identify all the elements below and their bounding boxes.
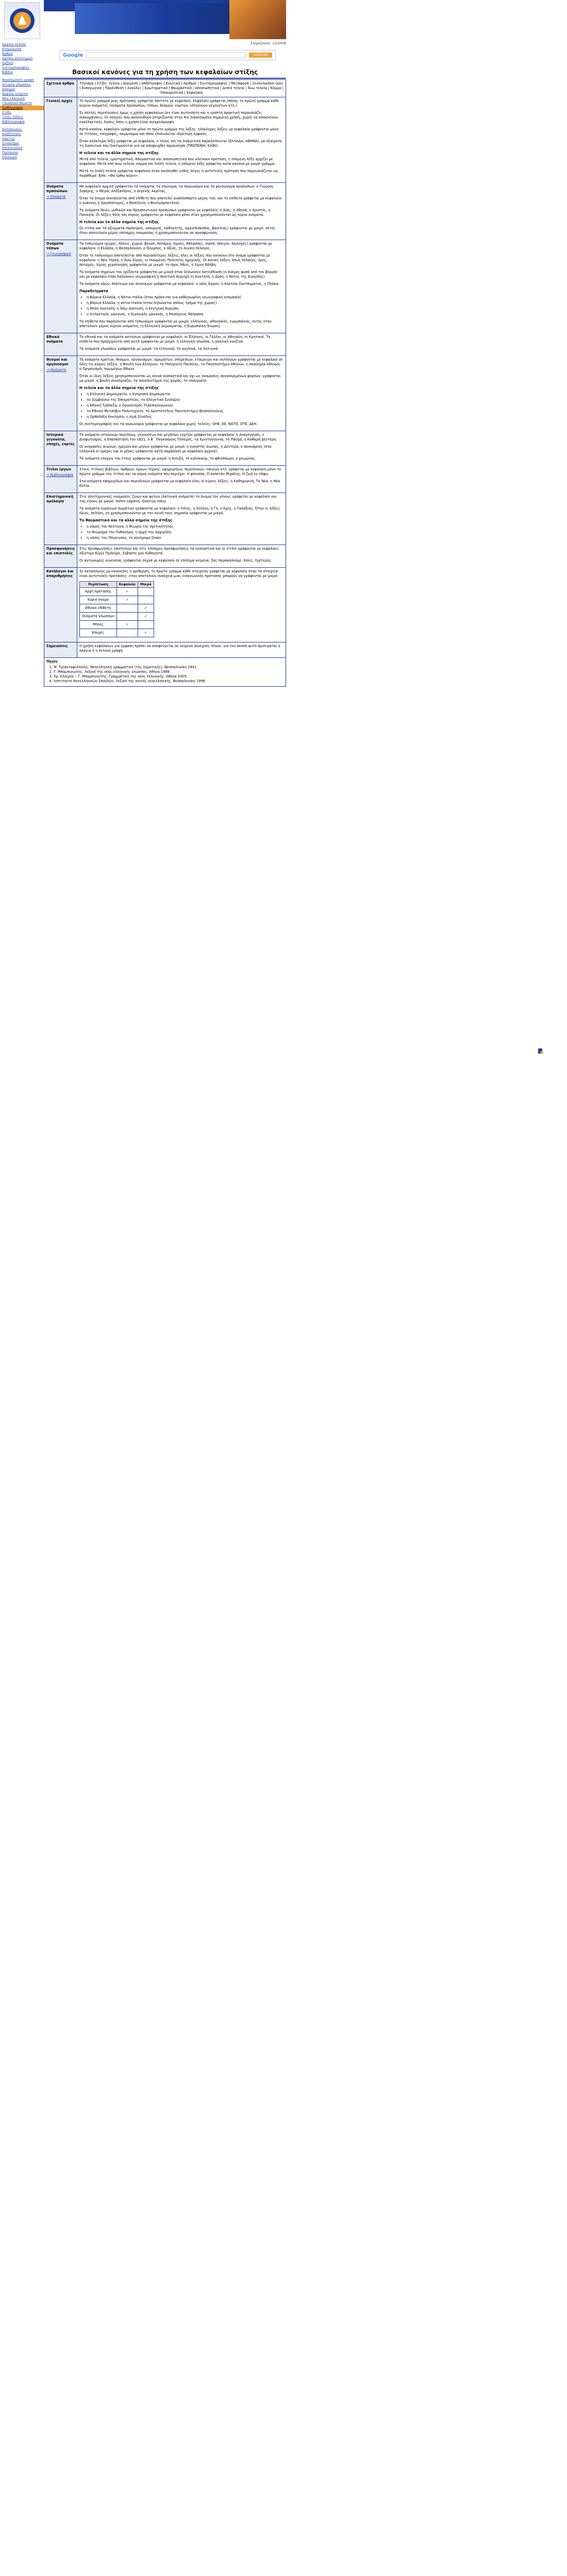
sidebar-item[interactable] [0, 42, 44, 47]
paragraph: Η χρήση κεφαλαίων για έμφαση πρέπει να αποφεύγεται σε κείμενα συνεχούς λόγου· για τον σκοπό αυτό προτιμάται η πλάγια ή η έντονη γραφή. [79, 644, 280, 653]
table-cell [138, 621, 154, 629]
row-sublink[interactable] [46, 252, 75, 257]
table-cell: Κύριο όνομα [80, 596, 117, 604]
table-cell: ✓ [116, 588, 138, 596]
related-row [44, 80, 286, 97]
subheading: Η τελεία και τα άλλα σημεία της στίξης [79, 151, 159, 155]
row-label-text: Τίτλοι έργων [46, 467, 71, 471]
list-item: • ο Ατλαντικός ωκεανός, ο Ειρηνικός ωκεανός, η Μεσόγειος θάλασσα [87, 312, 284, 317]
paragraph: Τα ονόματα οδών, πλατειών και συνοικιών γράφονται με κεφαλαίο: η οδός Ερμού, η πλατεία Συντάγματος, η Πλάκα. [79, 282, 279, 286]
sidebar-item-link[interactable]: Άρθρα [2, 52, 13, 56]
row-label-text: Γενικές αρχές [46, 99, 73, 103]
related-links[interactable] [77, 80, 286, 97]
row-body [77, 97, 286, 183]
list-item: • το Συμβούλιο της Επικρατείας, το Ελεγκτικό Συνέδριο [87, 398, 284, 402]
paragraph: Οι τίτλοι και τα αξιώματα (πρόεδρος, υπουργός, καθηγητής, αρχιεπίσκοπος, βασιλιάς) γράφονται με μικρό, εκτός όταν αποτελούν μέρος επίσημης ονομασίας ή χρησιμοποιούνται σε προσφώνηση. [79, 226, 276, 235]
paragraph: Τα ονόματα σημείων του ορίζοντα γράφονται με μικρό όταν δηλώνουν κατεύθυνση (ο άνεμος φυσά από τον βορρά) και με κεφαλαίο όταν δηλώνουν γεωγραφική ή πολιτική περιοχή (η Ανατολή, η Δύση, ο Νότος της Ευρώπης). [79, 270, 278, 279]
sidebar [0, 0, 44, 216]
sidebar-item-link[interactable]: Βιβλία [2, 70, 13, 74]
content-table [44, 79, 286, 687]
subheading: Η τελεία και τα άλλα σημεία της στίξης [79, 386, 159, 390]
paragraph: Οι αντωνυμίες ευγενείας γράφονται συχνά με κεφαλαίο σε επίσημα κείμενα: Σας παρακαλούμε, Εσείς, Υμέτερος. [79, 558, 273, 563]
row-label-text: Προσφωνήσεις και επιστολές [46, 547, 75, 555]
paragraph: Τα ονόματα ουράνιων σωμάτων γράφονται με κεφαλαίο: ο Ήλιος, η Σελήνη, η Γη, ο Άρης, ο Γαλαξίας. Όταν οι λέξεις ήλιος, σελήνη, γη χρησιμοποιούνται με την κοινή τους σημασία γράφονται με μικρό. [79, 506, 280, 515]
list-item: • το Εθνικό Μετσόβιο Πολυτεχνείο, το Αριστοτέλειο Πανεπιστήμιο Θεσσαλονίκης [87, 409, 284, 414]
sidebar-item-link[interactable]: Αρχική σελίδα [2, 42, 26, 46]
sidebar-item[interactable] [0, 110, 44, 115]
sidebar-item[interactable] [0, 56, 44, 61]
row-label: Σχετικά άρθρα [44, 80, 77, 97]
references-title: Πηγές [46, 659, 58, 664]
row-body [77, 545, 286, 568]
row-label [44, 183, 77, 240]
logo-emblem-icon [8, 6, 37, 35]
sidebar-section [0, 127, 44, 160]
sidebar-item[interactable] [0, 101, 44, 106]
row-label [44, 333, 77, 356]
section-row [44, 240, 286, 333]
paragraph: Τα ονόματα γλωσσών γράφονται με μικρό: τα ελληνικά, τα αγγλικά, τα λατινικά. [79, 347, 219, 351]
sidebar-item-link[interactable]: Επικοινωνία [2, 146, 23, 150]
row-label-text: Σημειώσεις [46, 644, 68, 648]
paragraph: Το πρώτο γράμμα μιας πρότασης γράφεται πάντοτε με κεφαλαίο. Κεφαλαίο γράφεται επίσης το πρώτο γράμμα κάθε κύριου ονόματος (ονόματα προσώπων, τόπων, θεσμών, εορτών, ιστορικών γεγονότων κτλ.). [79, 99, 279, 108]
row-label [44, 240, 77, 333]
row-body [77, 493, 286, 545]
site-logo[interactable] [4, 2, 40, 39]
page-header [44, 0, 286, 39]
update-date: Ενημέρωση: 12/2008 [251, 41, 286, 45]
search-input[interactable] [86, 52, 246, 58]
table-cell: ✓ [138, 629, 154, 637]
sidebar-item[interactable] [0, 132, 44, 137]
paragraph: Οι ονομασίες αιώνων, ημερών και μηνών γράφονται με μικρό: ο εικοστός αιώνας, η Δευτέρα, ο Ιανουάριος (στα ελληνικά οι ημέρες και οι μήνες γράφονται κατά παράδοση με κεφαλαίο αρχικό). [79, 445, 272, 453]
table-header-row [80, 582, 154, 588]
table-cell: Εποχές [80, 629, 117, 637]
paragraph: Τα ονόματα εποχών του έτους γράφονται με μικρό: η άνοιξη, το καλοκαίρι, το φθινόπωρο, ο χειμώνας. [79, 456, 256, 461]
sidebar-item-link[interactable]: Αναζήτηση [2, 132, 21, 136]
table-cell: ✓ [116, 621, 138, 629]
sidebar-item-link[interactable]: Χάρτης [2, 137, 15, 141]
bullet-list [79, 392, 284, 419]
section-row [44, 466, 286, 493]
sidebar-item-link[interactable]: Ξένες λέξεις [2, 115, 24, 119]
sidebar-item-link[interactable]: Εκδηλώσεις [2, 127, 22, 131]
row-label [44, 545, 77, 568]
reference-item: 1. Μ. Τριανταφυλλίδης, Νεοελληνική γραμματική (της δημοτικής), Θεσσαλονίκη 1941. [54, 665, 284, 670]
table-cell: Εθνικό επίθετο [80, 604, 117, 613]
table-row [80, 613, 154, 621]
sidebar-item[interactable] [0, 92, 44, 96]
row-sublink[interactable] [46, 195, 75, 199]
sidebar-item[interactable] [0, 106, 44, 110]
paragraph: Τα ονόματα ιστορικών περιόδων, γεγονότων και μεγάλων εορτών γράφονται με κεφαλαίο: η Αναγέννηση, ο Διαφωτισμός, η Επανάσταση του 1821, ο Β΄ Παγκόσμιος Πόλεμος, τα Χριστούγεννα, το Πάσχα, η Καθαρά Δευτέρα. [79, 433, 277, 442]
row-body [77, 240, 286, 333]
sidebar-item-link[interactable]: Ακαδημαϊκή γραφή [2, 78, 34, 82]
paragraph: Όταν το όνομα συνοδεύεται από επίθετο που αποτελεί αναπόσπαστο μέρος του, και το επίθετο γράφεται με κεφαλαίο: ο Ιωάννης ο Χρυσόστομος, ο Βασίλειος ο Βουλγαροκτόνος. [79, 196, 282, 205]
table-row [80, 588, 154, 596]
sidebar-item-link[interactable]: Πρόσωπα [2, 150, 18, 155]
sidebar-item-link[interactable]: Αρχαία κείμενα [2, 92, 28, 96]
sidebar-item-link[interactable]: Ενημέρωση [2, 47, 22, 51]
row-sublink-text[interactable]: → Βιβλιογραφία [46, 473, 74, 477]
paragraph: Στις επιστημονικές ονομασίες ζώων και φυτών (λατινικά ονόματα) το όνομα του γένους γράφεται με κεφαλαίο και του είδους με μικρό: Homo sapiens, Quercus robur. [79, 495, 277, 503]
row-label-text: Εθνικά ονόματα [46, 335, 63, 344]
bullet-list [79, 524, 284, 540]
paragraph: Μετά από τελεία, ερωτηματικό, θαυμαστικό και αποσιωπητικά που κλείνουν πρόταση, η επόμενη λέξη αρχίζει με κεφαλαίο. Μετά από άνω τελεία, κόμμα και διπλή τελεία, η επόμενη λέξη γράφεται κατά κανόνα με μικρό γράμμα. [79, 157, 276, 166]
row-label-text: Ονόματα προσώπων [46, 184, 68, 193]
reference-item: 3. Χρ. Κλαίρης – Γ. Μπαμπινιώτης, Γραμματική της νέας ελληνικής, Αθήνα 2005. [54, 674, 284, 679]
section-row [44, 183, 286, 240]
row-label [44, 493, 77, 545]
sidebar-item-link[interactable]: Σχόλια επιστημών [2, 56, 33, 60]
sidebar-item[interactable] [0, 96, 44, 101]
paragraph: Σε πολλές περιπτώσεις όμως η χρήση κεφαλαίων δεν είναι αυτονόητη και η γραπτή πρακτική παρουσιάζει διακυμάνσεις. Οι οδηγίες που ακολουθούν στηρίζονται στην πιο διαδεδομένη σημερινή χρήση, χωρίς να αποκλείουν εναλλακτικές λύσεις όπου η χρήση είναι ανομοιόμορφη. [79, 111, 278, 124]
table-row [80, 604, 154, 613]
sidebar-item[interactable] [0, 146, 44, 150]
paragraph: Όταν οι ίδιες λέξεις χρησιμοποιούνται ως κοινά ουσιαστικά και όχι ως ονομασίες συγκεκριμένων φορέων, γράφονται με μικρό: η βουλή συνεδριάζει, τα πανεπιστήμια της χώρας, το υπουργείο. [79, 374, 281, 383]
table-row [80, 621, 154, 629]
summary-table [79, 581, 154, 637]
title-divider [44, 78, 286, 79]
sidebar-item-link[interactable]: Δοκίμια [2, 87, 15, 91]
table-row [80, 629, 154, 637]
sidebar-item[interactable] [0, 150, 44, 155]
subheading: Το θαυμαστικό και τα άλλα σημεία της στίξης [79, 518, 173, 522]
section-row [44, 568, 286, 642]
sidebar-item[interactable] [0, 82, 44, 87]
sidebar-item-link[interactable]: Λεξικό [2, 61, 13, 65]
list-item: • η βόρεια Ελλάδα, η νότια Ιταλία (όταν δηλώνεται απλώς τμήμα της χώρας) [87, 301, 284, 306]
google-logo: Google [63, 52, 84, 58]
paragraph: Σε καταλόγους με κουκκίδες ή αρίθμηση, το πρώτο γράμμα κάθε στοιχείου γράφεται με κεφαλαίο όταν τα στοιχεία είναι αυτοτελείς προτάσεις· όταν αποτελούν συνέχεια μιας εισαγωγικής πρότασης μπορούν να γράφονται με μικρό. [79, 569, 279, 578]
list-item: • η Ελληνική Δημοκρατία, η Κυπριακή Δημοκρατία [87, 392, 284, 397]
row-label-text: Ιστορικά γεγονότα, εποχές, εορτές [46, 433, 75, 446]
sidebar-section [0, 78, 44, 124]
list-item: • η Εθνική Τράπεζα, ο Οργανισμός Τηλεπικοινωνιών [87, 403, 284, 408]
section-row [44, 545, 286, 568]
row-body [77, 356, 286, 431]
page-title: Βασικοί κανόνες για τη χρήση των κεφαλαίων στίξης [72, 69, 258, 76]
paragraph: Τα εθνικά και τα ονόματα κατοίκων γράφονται με κεφαλαίο: οι Έλληνες, οι Γάλλοι, οι Αθηναίοι, οι Κρητικοί. Τα επίθετα που προέρχονται από αυτά γράφονται με μικρό: η ελληνική γλώσσα, η γαλλική κουζίνα. [79, 335, 271, 344]
header-photo [229, 0, 286, 39]
sidebar-item-link[interactable]: Σύνδεσμοι [2, 141, 20, 145]
paragraph: Στα ονόματα εφημερίδων και περιοδικών γράφονται με κεφαλαίο όλες οι κύριες λέξεις: η Καθημερινή, Τα Νέα, η Νέα Εστία. [79, 479, 280, 488]
table-cell [138, 588, 154, 596]
table-cell [116, 613, 138, 621]
search-button[interactable]: Αναζήτηση [249, 53, 272, 58]
row-label [44, 431, 77, 466]
sidebar-item[interactable] [0, 115, 44, 120]
sidebar-item[interactable] [0, 47, 44, 52]
paragraph: Τα τοπωνύμια (χώρες, πόλεις, χωριά, βουνά, ποτάμια, λίμνες, θάλασσες, νησιά, ήπειροι, περιοχές) γράφονται με κεφαλαίο: η Ελλάδα, η Θεσσαλονίκη, ο Όλυμπος, ο Αξιός, το Αιγαίο πέλαγος. [79, 242, 273, 250]
paragraph: Όταν το τοπωνύμιο αποτελείται από περισσότερες λέξεις, όλες οι λέξεις που ανήκουν στο όνομα γράφονται με κεφαλαίο: η Νέα Υόρκη, η Άνω Σύρος, οι Ηνωμένες Πολιτείες Αμερικής. Οι κοινές λέξεις όπως πέλαγος, όρος, ποταμός, λίμνη, χερσόνησος γράφονται με μικρό: το όρος Άθως, η λίμνη Βόλβη. [79, 253, 271, 267]
section-row [44, 333, 286, 356]
sidebar-item[interactable] [0, 65, 44, 70]
row-label [44, 466, 77, 493]
paragraph: Στους τίτλους βιβλίων, άρθρων, έργων τέχνης, εφημερίδων, περιοδικών, ταινιών κτλ. γράφεται με κεφαλαίο μόνο το πρώτο γράμμα του τίτλου και τα κύρια ονόματα που περιέχει: Η φόνισσα, Ο καπετάν Μιχάλης, Η ζωή εν τάφω. [79, 467, 281, 476]
paragraph: Όταν ολόκληρη λέξη γράφεται με κεφαλαία, ο τόνος και τα διακριτικά παραλείπονται (ΕΛΛΑΔΑ, ΑΘΗΝΑ), με εξαίρεση τη διαλυτικά που διατηρούνται για να αποφευχθεί παρανόηση (ΠΡΩΤΕΪΝΗ, ΚΑΪΚΙ). [79, 139, 282, 148]
bullet-list [79, 295, 284, 317]
sidebar-nav [0, 42, 44, 160]
section-row [44, 431, 286, 466]
sidebar-item[interactable] [0, 120, 44, 124]
row-sublink[interactable] [46, 368, 75, 372]
subheading: Παραδείγματα [79, 289, 108, 293]
header-banner [75, 3, 229, 34]
row-body [77, 183, 286, 240]
row-label-text: Επιστημονική ορολογία [46, 495, 74, 503]
sidebar-section [0, 42, 44, 75]
table-cell: Ονόματα γλωσσών [80, 613, 117, 621]
list-item: • ο νόμος του Νεύτωνα, η θεωρία της σχετικότητας [87, 524, 284, 529]
sidebar-item[interactable] [0, 70, 44, 75]
section-row [44, 356, 286, 431]
table-cell: ✓ [116, 596, 138, 604]
sidebar-item[interactable] [0, 87, 44, 92]
search-bar [59, 50, 276, 60]
sidebar-item[interactable] [0, 52, 44, 56]
sidebar-item[interactable] [0, 127, 44, 132]
row-body [77, 642, 286, 658]
main-content [44, 79, 286, 687]
sidebar-item-link[interactable]: Επίκαιρα [2, 155, 17, 159]
paragraph: Με κεφαλαίο αρχικό γράφονται τα ονόματα, τα επώνυμα, τα παρωνύμια και τα ψευδώνυμα προσώπων: ο Γιώργος Σεφέρης, ο Μέγας Αλέξανδρος, ο Διγενής Ακρίτας. [79, 184, 274, 193]
references-cell [44, 658, 286, 687]
reference-item: 2. Γ. Μπαμπινιώτης, Λεξικό της νέας ελληνικής γλώσσας, Αθήνα 1998. [54, 670, 284, 674]
table-cell: ✓ [138, 604, 154, 613]
paragraph: Οι συντομογραφίες και τα ακρωνύμια γράφονται με κεφαλαία χωρίς τελείες: ΟΗΕ, ΕΕ, ΝΑΤΟ, ΟΤΕ, ΔΕΗ. [79, 422, 258, 426]
list-item: • η Ορθόδοξη Εκκλησία, η Ιερά Σύνοδος [87, 415, 284, 419]
paragraph: Κατά κανόνα, κεφαλαίο γράφεται μόνο το πρώτο γράμμα της λέξης· ολόκληρες λέξεις με κεφαλαία γράφονται μόνο σε τίτλους, επιγραφές, ακρωνύμια και όπου επιδιώκεται ιδιαίτερη έμφαση. [79, 127, 279, 136]
section-row [44, 97, 286, 183]
row-label-text: Ονόματα τόπων [46, 242, 63, 250]
sidebar-item-link[interactable]: Συντομογραφίες [2, 65, 30, 70]
table-header: Μικρό [138, 582, 154, 588]
row-label-text: Θεσμοί και οργανισμοί [46, 358, 69, 366]
table-header: Περίπτωση [80, 582, 117, 588]
table-cell: ✓ [138, 613, 154, 621]
section-row [44, 493, 286, 545]
paragraph: Στις προσφωνήσεις επιστολών και στις επίσημες προσφωνήσεις τα ουσιαστικά και οι τίτλοι γράφονται με κεφαλαίο: Αξιότιμε Κύριε Πρόεδρε, Σεβαστέ μου Καθηγητά. [79, 547, 279, 555]
references-list [46, 665, 284, 684]
table-row [80, 596, 154, 604]
row-body [77, 431, 286, 466]
section-row [44, 642, 286, 658]
paragraph: Τα ονόματα κρατών, θεσμών, οργανισμών, ιδρυμάτων, υπηρεσιών, εταιρειών και συλλόγων γράφονται με κεφαλαίο σε όλες τις κύριες λέξεις: η Βουλή των Ελλήνων, το Υπουργείο Παιδείας, το Πανεπιστήμιο Αθηνών, η Ακαδημία Αθηνών, ο Οργανισμός Ηνωμένων Εθνών. [79, 358, 283, 371]
subheading: Η τελεία και τα άλλα σημεία της στίξης [79, 220, 159, 224]
row-sublink-text[interactable]: → Γεωγραφικά [46, 252, 71, 256]
sidebar-item-link[interactable]: Στίξη [2, 110, 11, 114]
paragraph: Τα επίθετα που παράγονται από τοπωνύμια γράφονται με μικρό: ελληνικός, αθηναϊκός, ευρωπαϊκός, εκτός όταν αποτελούν μέρος κύριου ονόματος (η Ελληνική Δημοκρατία, η Ευρωπαϊκή Ένωση). [79, 319, 272, 328]
references-row [44, 658, 286, 687]
list-item: • η νόσος του Πάρκινσον, το σύνδρομο Down [87, 536, 284, 540]
sidebar-item-link[interactable]: Νέα ελληνικά [2, 96, 25, 100]
sidebar-item[interactable] [0, 155, 44, 160]
sidebar-item[interactable] [0, 141, 44, 146]
reference-item: 4. Ινστιτούτο Νεοελληνικών Σπουδών, Λεξικό της κοινής νεοελληνικής, Θεσσαλονίκη 1998. [54, 679, 284, 684]
list-item: • η Βόρεια Ελλάδα, η Νότια Ιταλία (όταν πρόκειται για καθιερωμένη γεωγραφική ονομασία) [87, 295, 284, 300]
sidebar-item-link[interactable]: Ιστορία γλώσσας [2, 82, 31, 87]
table-cell: Μήνες [80, 621, 117, 629]
row-body [77, 466, 286, 493]
paragraph: Τα ονόματα θεών, μυθικών και θρησκευτικών προσώπων γράφονται με κεφαλαίο: ο Δίας, η Αθηνά, ο Χριστός, η Παναγία. Οι λέξεις θεός και κύριος γράφονται με κεφαλαίο μόνο όταν χρησιμοποιούνται ως κύρια ονόματα. [79, 208, 271, 217]
row-sublink-text[interactable]: → Ιδρύματα [46, 368, 66, 372]
sidebar-item[interactable] [0, 78, 44, 82]
row-label [44, 356, 77, 431]
scroll-dot-icon [540, 1051, 543, 1054]
list-item: • η Μέση Ανατολή, η Άπω Ανατολή, η Κεντρική Ευρώπη [87, 307, 284, 311]
sidebar-item-link[interactable]: Γλωσσικά θέματα [2, 101, 32, 105]
row-sublink[interactable] [46, 473, 75, 478]
list-item: • το θεώρημα του Πυθαγόρα, η αρχή του Αρχιμήδη [87, 530, 284, 535]
sidebar-item[interactable] [0, 61, 44, 65]
row-label-text: Κατάλογοι και απαριθμήσεις [46, 569, 74, 578]
related-links-text[interactable]: Τόνισμα | Στίξη: τελεία | Διαίρεση | Απόστροφος | Ενωτικό | Αριθμοί | Συντομογραφίες | Μεταφορά | Ξενόγλωσσοι όροι | Εισαγωγικά | Παρένθεση | Αγκύλες | Ερωτηματικό | Θαυμαστικό | Αποσιωπητικά | Διπλή τελεία | Άνω τελεία | Κόμμα | Υποκοριστικά | Κεφαλαία [79, 81, 284, 95]
table-cell [116, 604, 138, 613]
table-cell: Αρχή πρότασης [80, 588, 117, 596]
table-header: Κεφαλαίο [116, 582, 138, 588]
table-cell [116, 629, 138, 637]
paragraph: Μετά τη διπλή τελεία γράφεται κεφαλαίο όταν ακολουθεί ευθύς λόγος ή αυτοτελής πρόταση που παρουσιάζεται ως παράθεμα: Είπε: «Θα έρθω αύριο». [79, 169, 279, 178]
row-label [44, 642, 77, 658]
sidebar-item-link[interactable]: Βιβλιογραφία [2, 120, 25, 124]
sidebar-item-link[interactable]: Ορθογραφία [2, 106, 23, 110]
sidebar-item[interactable] [0, 137, 44, 141]
row-label [44, 97, 77, 183]
row-label [44, 568, 77, 642]
row-body [77, 568, 286, 642]
row-body [77, 333, 286, 356]
table-cell [138, 596, 154, 604]
row-sublink-text[interactable]: → Ονόματα [46, 195, 66, 199]
